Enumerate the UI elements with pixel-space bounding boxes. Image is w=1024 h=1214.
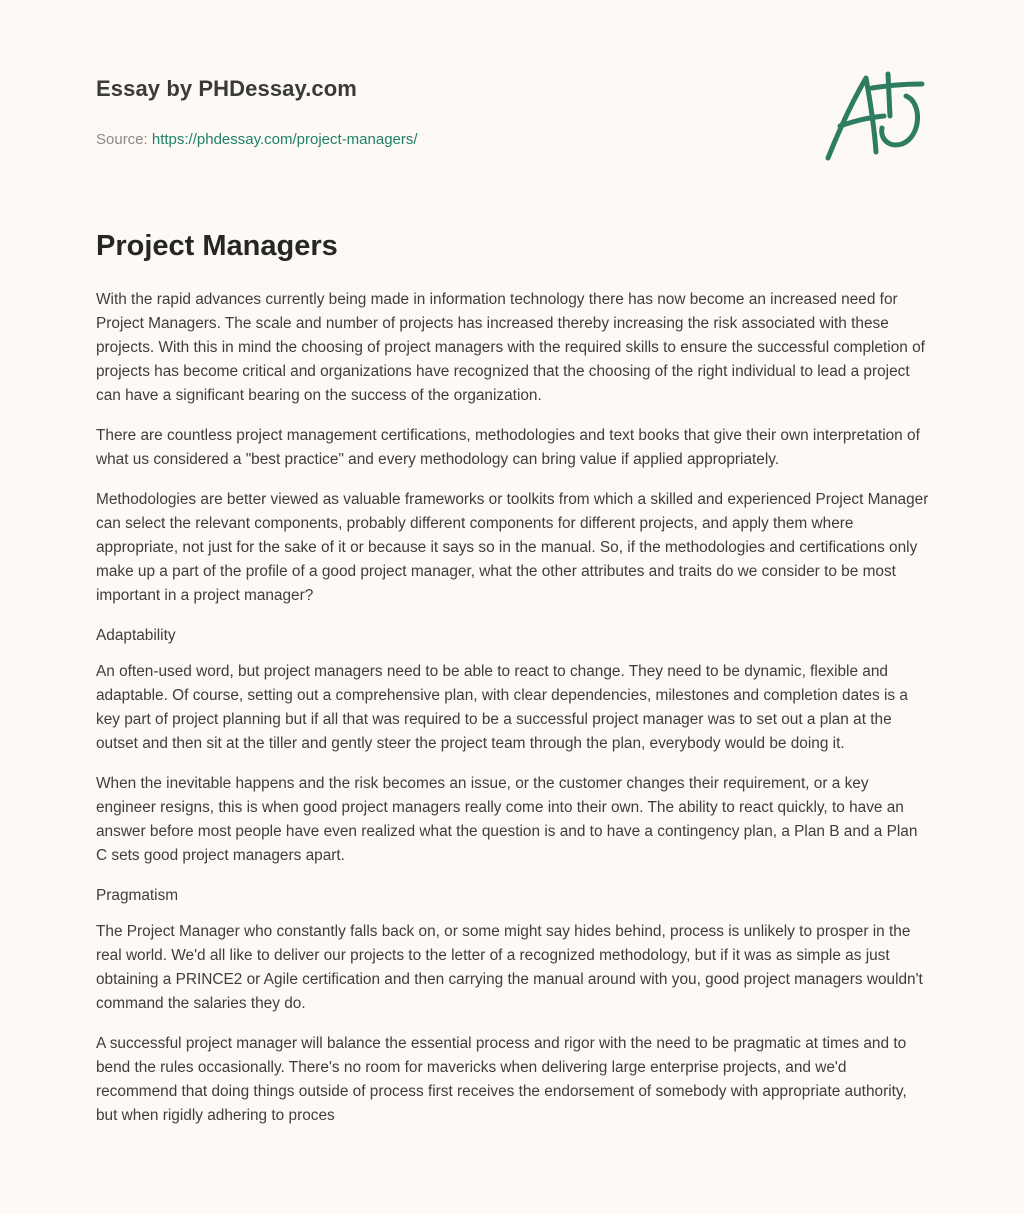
section-heading-adaptability: Adaptability	[96, 627, 176, 644]
document-header	[96, 74, 796, 150]
source-link[interactable]: https://phdessay.com/project-managers/	[151, 131, 418, 148]
paragraph: Methodologies are better viewed as valuable frameworks or toolkits from which a skilled and experienced Project Manager can select the relevant components, probably different components for different projects, and apply them where appropriate, not just for the sake of it or because it says so in the manual. So, if the methodologies and certifications only make up a part of the profile of a good project manager, what the other attributes and traits do we consider to be most important in a project manager?	[96, 491, 929, 604]
section-heading-pragmatism: Pragmatism	[96, 887, 179, 904]
paragraph: A successful project manager will balance the essential process and rigor with the need to be pragmatic at times and to bend the rules occasionally. There's no room for mavericks when delivering large enterprise projects, and we'd recommend that doing things outside of process first receives the endorsement of somebody with appropriate authority, but when rigidly adhering to proces	[96, 1035, 907, 1124]
paragraph: When the inevitable happens and the risk becomes an issue, or the customer changes their requirement, or a key engineer resigns, this is when good project managers really come into their own. The ability to react quickly, to have an answer before most people have even realized what the question is and to have a contingency plan, a Plan B and a Plan C sets good project managers apart.	[96, 775, 918, 864]
paragraph: The Project Manager who constantly falls back on, or some might say hides behind, process is unlikely to prosper in the real world. We'd all like to deliver our projects to the letter of a recognized methodology, but if it was as simple as just obtaining a PRINCE2 or Agile certification and then carrying the manual around with you, good project managers wouldn't command the salaries they do.	[96, 923, 923, 1012]
a-plus-grade-icon	[818, 66, 930, 166]
source-label: Source:	[96, 131, 148, 148]
paragraph: An often-used word, but project managers need to be able to react to change. They need to be dynamic, flexible and adaptable. Of course, setting out a comprehensive plan, with clear dependencies, milestones and completion dates is a key part of project planning but if all that was required to be a successful project manager was to set out a plan at the outset and then sit at the tiller and gently steer the project team through the plan, everybody would be doing it.	[96, 663, 908, 752]
page-title: Project Managers	[96, 230, 338, 262]
paragraph: There are countless project management certifications, methodologies and text books that give their own interpretation of what us considered a "best practice" and every methodology can bring value if applied appropriately.	[96, 427, 920, 468]
source-line	[96, 130, 796, 150]
paragraph: With the rapid advances currently being made in information technology there has now become an increased need for Project Managers. The scale and number of projects has increased thereby increasing the risk associated with these projects. With this in mind the choosing of project managers with the required skills to ensure the successful completion of projects has become critical and organizations have recognized that the choosing of the right individual to lead a project can have a significant bearing on the success of the organization.	[96, 291, 925, 404]
article	[96, 226, 930, 1144]
brand-title: Essay by PHDessay.com	[96, 76, 357, 101]
